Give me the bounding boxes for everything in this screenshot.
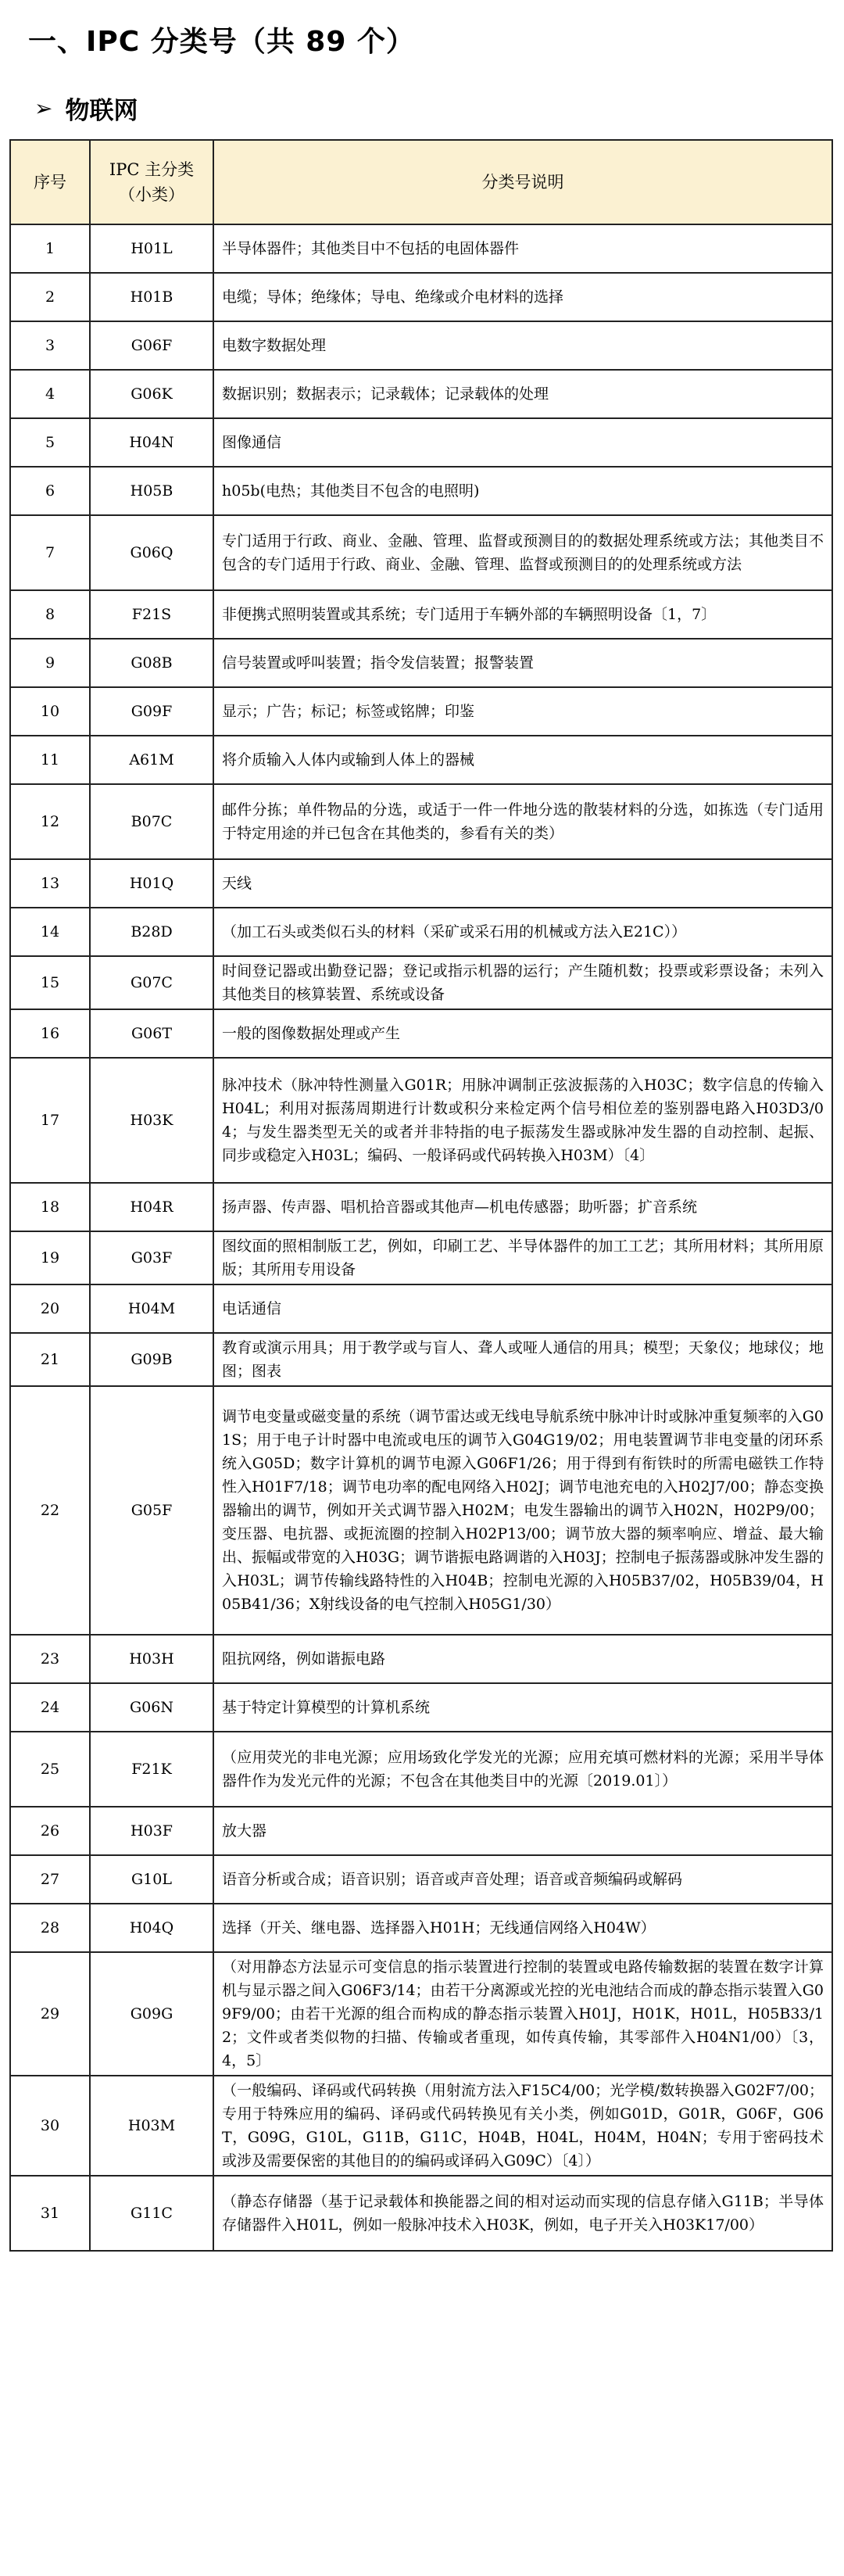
ipc-description: 阻抗网络，例如谐振电路 — [213, 1635, 832, 1683]
ipc-description: 邮件分拣；单件物品的分选，或适于一件一件地分选的散装材料的分选，如拣选（专门适用于特定用途的并已包含在其他类的，参看有关的类） — [213, 784, 832, 859]
table-row — [10, 859, 832, 908]
header-desc: 分类号说明 — [213, 140, 832, 224]
row-number: 8 — [10, 590, 90, 639]
table-row — [10, 224, 832, 273]
row-number: 27 — [10, 1855, 90, 1904]
ipc-description: 非便携式照明装置或其系统；专门适用于车辆外部的车辆照明设备〔1，7〕 — [213, 590, 832, 639]
ipc-description: （应用荧光的非电光源；应用场致化学发光的光源；应用充填可燃材料的光源；采用半导体器件作为发光元件的光源；不包含在其他类目中的光源〔2019.01〕） — [213, 1732, 832, 1807]
row-number: 21 — [10, 1333, 90, 1386]
row-number: 7 — [10, 515, 90, 590]
header-code — [90, 140, 213, 224]
row-number: 28 — [10, 1904, 90, 1952]
ipc-description: 语音分析或合成；语音识别；语音或声音处理；语音或音频编码或解码 — [213, 1855, 832, 1904]
table-row — [10, 370, 832, 418]
ipc-code: G10L — [90, 1855, 213, 1904]
ipc-code: G08B — [90, 639, 213, 687]
ipc-code: G05F — [90, 1386, 213, 1635]
table-row — [10, 273, 832, 321]
ipc-description: 显示；广告；标记；标签或铭牌；印鉴 — [213, 687, 832, 736]
ipc-code: G06T — [90, 1009, 213, 1058]
ipc-description: 扬声器、传声器、唱机拾音器或其他声—机电传感器；助听器；扩音系统 — [213, 1183, 832, 1231]
row-number: 14 — [10, 908, 90, 956]
ipc-code: G09B — [90, 1333, 213, 1386]
ipc-code: H01B — [90, 273, 213, 321]
row-number: 2 — [10, 273, 90, 321]
ipc-description: 信号装置或呼叫装置；指令发信装置；报警装置 — [213, 639, 832, 687]
table-row — [10, 639, 832, 687]
ipc-code: H01L — [90, 224, 213, 273]
table-row — [10, 1855, 832, 1904]
section-heading — [34, 86, 138, 130]
ipc-description: 数据识别；数据表示；记录载体；记录载体的处理 — [213, 370, 832, 418]
ipc-description: （对用静态方法显示可变信息的指示装置进行控制的装置或电路传输数据的装置在数字计算机与显示器之间入G06F3/14；由若干分离源或光控的光电池结合而成的静态指示装置入G09F9/00；由若干光源的组合而构成的静态指示装置入H01J，H01K，H01L，H05B33/12；文件或者类似物的扫描、传输或者重现，如传真传输，其零部件入H04N1/00）〔3，4，5〕 — [213, 1952, 832, 2076]
ipc-code: H04Q — [90, 1904, 213, 1952]
ipc-description: 选择（开关、继电器、选择器入H01H；无线通信网络入H04W） — [213, 1904, 832, 1952]
table-row — [10, 736, 832, 784]
row-number: 9 — [10, 639, 90, 687]
table-header-row — [10, 140, 832, 224]
table-row — [10, 1009, 832, 1058]
row-number: 17 — [10, 1058, 90, 1183]
table-row — [10, 1333, 832, 1386]
ipc-description: 电数字数据处理 — [213, 321, 832, 370]
ipc-description: 专门适用于行政、商业、金融、管理、监督或预测目的的数据处理系统或方法；其他类目不包含的专门适用于行政、商业、金融、管理、监督或预测目的的处理系统或方法 — [213, 515, 832, 590]
ipc-code: H03M — [90, 2076, 213, 2176]
row-number: 18 — [10, 1183, 90, 1231]
row-number: 23 — [10, 1635, 90, 1683]
ipc-code: A61M — [90, 736, 213, 784]
row-number: 31 — [10, 2176, 90, 2251]
ipc-description: 图纹面的照相制版工艺，例如，印刷工艺、半导体器件的加工工艺；其所用材料；其所用原版；其所用专用设备 — [213, 1231, 832, 1284]
row-number: 20 — [10, 1284, 90, 1333]
table-row — [10, 1904, 832, 1952]
table-row — [10, 687, 832, 736]
table-row — [10, 1807, 832, 1855]
ipc-table — [9, 139, 833, 2252]
page-heading: 一、IPC 分类号（共 89 个） — [28, 25, 415, 58]
ipc-code: G09G — [90, 1952, 213, 2076]
table-row — [10, 418, 832, 467]
header-no: 序号 — [10, 140, 90, 224]
ipc-description: 将介质输入人体内或输到人体上的器械 — [213, 736, 832, 784]
ipc-code: H03K — [90, 1058, 213, 1183]
table-row — [10, 1284, 832, 1333]
row-number: 24 — [10, 1683, 90, 1732]
ipc-code: H04M — [90, 1284, 213, 1333]
ipc-code: G06K — [90, 370, 213, 418]
ipc-code: B07C — [90, 784, 213, 859]
ipc-code: G06N — [90, 1683, 213, 1732]
ipc-code: G11C — [90, 2176, 213, 2251]
ipc-code: H03F — [90, 1807, 213, 1855]
row-number: 13 — [10, 859, 90, 908]
row-number: 5 — [10, 418, 90, 467]
table-row — [10, 956, 832, 1009]
table-row — [10, 2076, 832, 2176]
row-number: 12 — [10, 784, 90, 859]
header-code-line2: （小类） — [119, 185, 184, 204]
ipc-code: G07C — [90, 956, 213, 1009]
row-number: 30 — [10, 2076, 90, 2176]
ipc-description: 脉冲技术（脉冲特性测量入G01R；用脉冲调制正弦波振荡的入H03C；数字信息的传输入H04L；利用对振荡周期进行计数或积分来检定两个信号相位差的鉴别器电路入H03D3/04；与发生器类型无关的或者并非特指的电子振荡发生器或脉冲发生器的自动控制、起振、同步或稳定入H03L；编码、一般译码或代码转换入H03M）〔4〕 — [213, 1058, 832, 1183]
section-title: 物联网 — [65, 96, 138, 125]
ipc-code: H03H — [90, 1635, 213, 1683]
ipc-code: B28D — [90, 908, 213, 956]
row-number: 3 — [10, 321, 90, 370]
table-row — [10, 1183, 832, 1231]
ipc-description: 调节电变量或磁变量的系统（调节雷达或无线电导航系统中脉冲计时或脉冲重复频率的入G01S；用于电子计时器中电流或电压的调节入G04G19/02；用电装置调节非电变量的闭环系统入G05D；数字计算机的调节电源入G06F1/26；用于得到有衔铁时的所需电磁铁工作特性入H01F7/18；调节电功率的配电网络入H02J；调节电池充电的入H02J7/00；静态变换器输出的调节，例如开关式调节器入H02M；电发生器输出的调节入H02N，H02P9/00；变压器、电抗器、或扼流圈的控制入H02P13/00；调节放大器的频率响应、增益、最大输出、振幅或带宽的入H03G；调节谐振电路调谐的入H03J；控制电子振荡器或脉冲发生器的入H03L；调节传输线路特性的入H04B；控制电光源的入H05B37/02，H05B39/04，H05B41/36；X射线设备的电气控制入H05G1/30） — [213, 1386, 832, 1635]
ipc-description: 时间登记器或出勤登记器；登记或指示机器的运行；产生随机数；投票或彩票设备；未列入其他类目的核算装置、系统或设备 — [213, 956, 832, 1009]
row-number: 26 — [10, 1807, 90, 1855]
row-number: 4 — [10, 370, 90, 418]
row-number: 6 — [10, 467, 90, 515]
table-row — [10, 1231, 832, 1284]
ipc-code: H04R — [90, 1183, 213, 1231]
row-number: 11 — [10, 736, 90, 784]
ipc-code: G09F — [90, 687, 213, 736]
ipc-code: H01Q — [90, 859, 213, 908]
table-row — [10, 1952, 832, 2076]
row-number: 16 — [10, 1009, 90, 1058]
table-row — [10, 590, 832, 639]
table-row — [10, 1732, 832, 1807]
row-number: 10 — [10, 687, 90, 736]
ipc-code: H05B — [90, 467, 213, 515]
table-row — [10, 1386, 832, 1635]
row-number: 22 — [10, 1386, 90, 1635]
ipc-description: （静态存储器（基于记录载体和换能器之间的相对运动而实现的信息存储入G11B；半导体存储器件入H01L，例如一般脉冲技术入H03K，例如，电子开关入H03K17/00） — [213, 2176, 832, 2251]
ipc-code: G03F — [90, 1231, 213, 1284]
row-number: 19 — [10, 1231, 90, 1284]
ipc-description: （一般编码、译码或代码转换（用射流方法入F15C4/00；光学模/数转换器入G02F7/00；专用于特殊应用的编码、译码或代码转换见有关小类，例如G01D，G01R，G06F，G06T，G09G，G10L，G11B，G11C，H04B，H04L，H04M，H04N；专用于密码技术或涉及需要保密的其他目的的编码或译码入G09C）〔4〕） — [213, 2076, 832, 2176]
table-row — [10, 1683, 832, 1732]
ipc-code: F21S — [90, 590, 213, 639]
ipc-description: 基于特定计算模型的计算机系统 — [213, 1683, 832, 1732]
table-row — [10, 321, 832, 370]
ipc-description: 电话通信 — [213, 1284, 832, 1333]
ipc-description: 放大器 — [213, 1807, 832, 1855]
ipc-description: 天线 — [213, 859, 832, 908]
row-number: 25 — [10, 1732, 90, 1807]
ipc-code: G06Q — [90, 515, 213, 590]
ipc-description: h05b(电热；其他类目不包含的电照明) — [213, 467, 832, 515]
row-number: 15 — [10, 956, 90, 1009]
table-row — [10, 1635, 832, 1683]
row-number: 29 — [10, 1952, 90, 2076]
ipc-description: （加工石头或类似石头的材料（采矿或采石用的机械或方法入E21C）） — [213, 908, 832, 956]
table-row — [10, 515, 832, 590]
ipc-description: 电缆；导体；绝缘体；导电、绝缘或介电材料的选择 — [213, 273, 832, 321]
ipc-description: 教育或演示用具；用于教学或与盲人、聋人或哑人通信的用具；模型；天象仪；地球仪；地图；图表 — [213, 1333, 832, 1386]
ipc-code: H04N — [90, 418, 213, 467]
ipc-description: 半导体器件；其他类目中不包括的电固体器件 — [213, 224, 832, 273]
table-row — [10, 467, 832, 515]
row-number: 1 — [10, 224, 90, 273]
table-row — [10, 1058, 832, 1183]
ipc-description: 图像通信 — [213, 418, 832, 467]
ipc-description: 一般的图像数据处理或产生 — [213, 1009, 832, 1058]
ipc-code: G06F — [90, 321, 213, 370]
arrow-bullet-icon: ➢ — [34, 95, 53, 121]
ipc-code: F21K — [90, 1732, 213, 1807]
table-row — [10, 908, 832, 956]
table-row — [10, 784, 832, 859]
header-code-line1: IPC 主分类 — [109, 160, 195, 179]
table-row — [10, 2176, 832, 2251]
